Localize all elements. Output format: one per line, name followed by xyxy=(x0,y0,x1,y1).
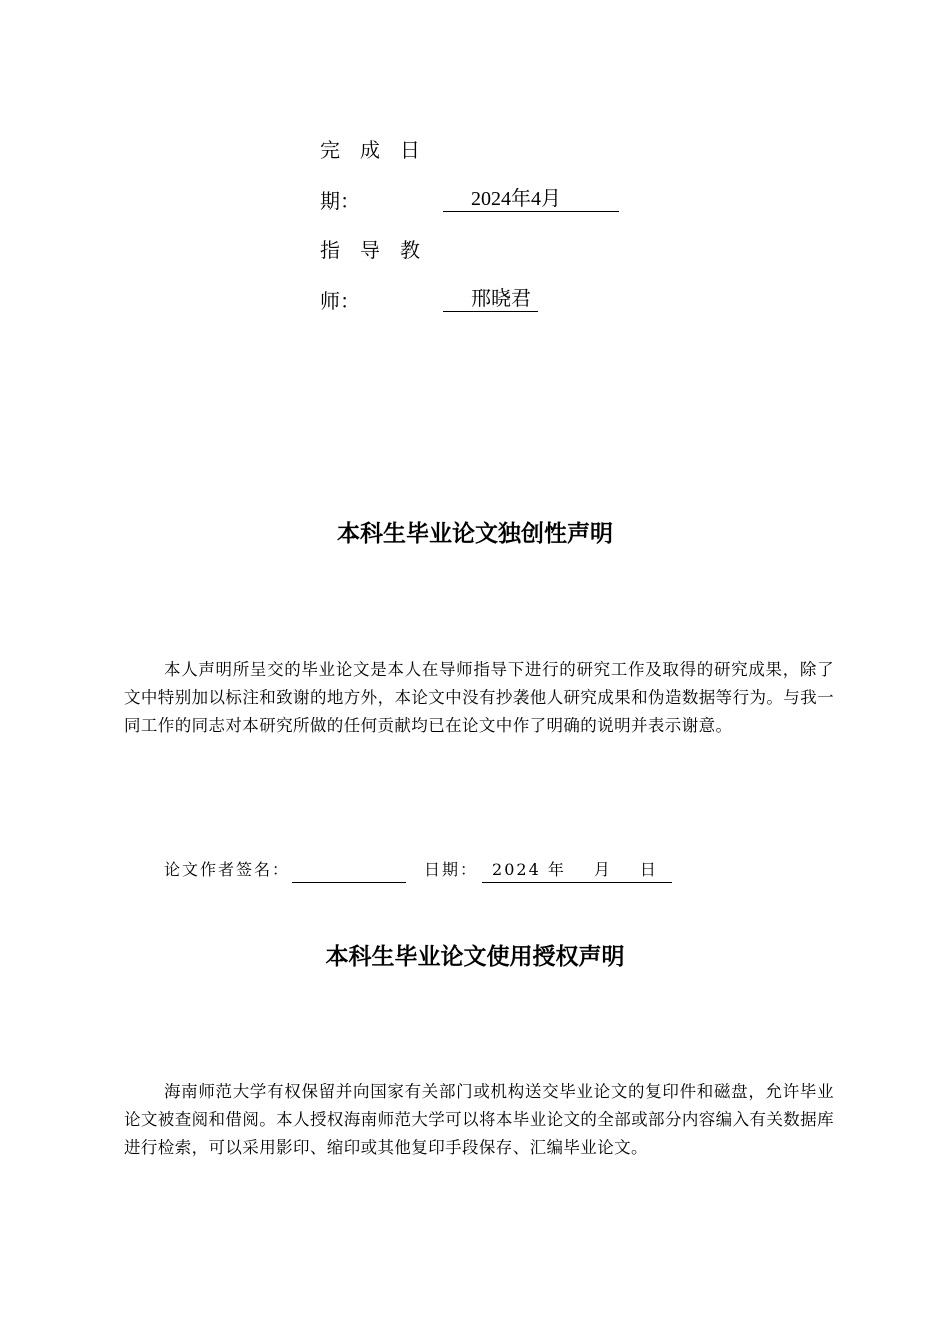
signature-day-unit: 日 xyxy=(639,860,658,879)
originality-title: 本科生毕业论文独创性声明 xyxy=(337,521,613,547)
advisor-value xyxy=(443,287,538,312)
advisor-label-cont: 师： xyxy=(320,289,360,313)
authorization-title: 本科生毕业论文使用授权声明 xyxy=(325,944,625,970)
signature-year-unit: 年 xyxy=(547,860,566,879)
advisor-label: 指导教 xyxy=(320,238,440,262)
signature-line xyxy=(292,864,406,883)
signature-label: 论文作者签名： xyxy=(164,860,291,879)
advisor-name-text: 邢晓君 xyxy=(471,288,531,310)
completion-date-value xyxy=(443,187,619,212)
originality-body: 本人声明所呈交的毕业论文是本人在导师指导下进行的研究工作及取得的研究成果，除了文中特别加以标注和致谢的地方外，本论文中没有抄袭他人研究成果和伪造数据等行为。与我一同工作的同志对本研究所做的任何贡献均已在论文中作了明确的说明并表示谢意。 xyxy=(124,660,834,735)
signature-year: 2024 xyxy=(492,860,541,879)
completion-date-label: 完成日 xyxy=(320,138,440,162)
authorization-body: 海南师范大学有权保留并向国家有关部门或机构送交毕业论文的复印件和磁盘，允许毕业论文被查阅和借阅。本人授权海南师范大学可以将本毕业论文的全部或部分内容编入有关数据库进行检索，可以采用影印、缩印或其他复印手段保存、汇编毕业论文。 xyxy=(124,1082,834,1157)
signature-date-label: 日期： xyxy=(424,860,479,879)
signature-month-unit: 月 xyxy=(593,860,612,879)
completion-date-label-cont: 期： xyxy=(320,189,360,213)
signature-date-field xyxy=(482,858,672,883)
completion-date-text: 2024年4月 xyxy=(471,188,561,210)
signature-row xyxy=(164,858,672,883)
